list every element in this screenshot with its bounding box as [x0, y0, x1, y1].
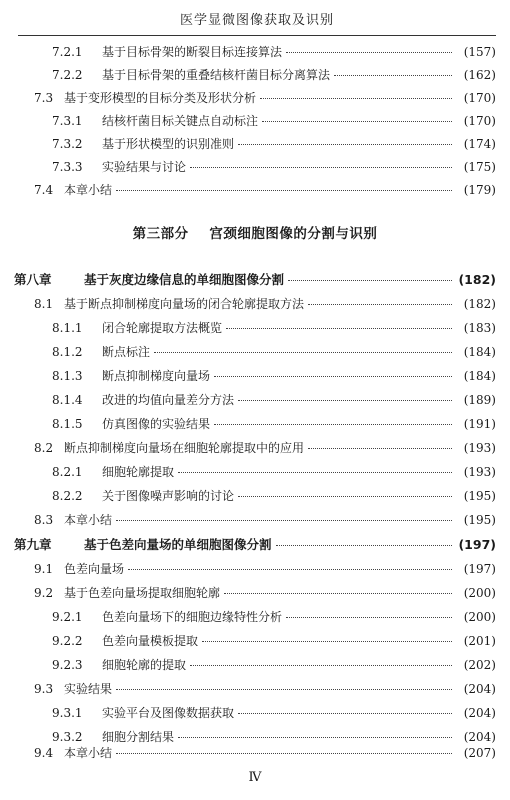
- entry-title: 关于图像噪声影响的讨论: [102, 489, 235, 503]
- dot-leader: [116, 689, 452, 690]
- dot-leader: [238, 400, 452, 401]
- chapter-number: 第九章: [14, 537, 52, 552]
- entry-title: 实验平台及图像数据获取: [102, 706, 235, 720]
- dot-leader: [238, 713, 452, 714]
- dot-leader: [262, 121, 452, 122]
- entry-number: 8.2.1: [52, 465, 83, 479]
- toc-entry-8-1-5[interactable]: [52, 416, 496, 432]
- dot-leader: [288, 280, 452, 281]
- entry-page: (189): [463, 393, 496, 407]
- entry-page: (182): [458, 272, 496, 287]
- dot-leader: [214, 376, 452, 377]
- entry-title: 本章小结: [64, 746, 113, 760]
- entry-number: 7.3.2: [52, 137, 83, 151]
- entry-title: 细胞轮廓提取: [102, 465, 175, 479]
- entry-number: 7.3.1: [52, 114, 83, 128]
- entry-page: (200): [463, 610, 496, 624]
- entry-number: 8.1.3: [52, 369, 83, 383]
- entry-number: 7.2.1: [52, 45, 83, 59]
- chapter-title: 基于灰度边缘信息的单细胞图像分割: [84, 272, 285, 287]
- running-header: 医学显微图像获取及识别: [18, 10, 496, 36]
- entry-title: 断点抑制梯度向量场: [102, 369, 211, 383]
- toc-entry-9-2-3[interactable]: [52, 657, 496, 673]
- entry-title: 色差向量场: [64, 562, 125, 576]
- entry-number: 7.4: [34, 183, 54, 197]
- entry-title: 本章小结: [64, 183, 113, 197]
- entry-title: 断点标注: [102, 345, 151, 359]
- entry-title: 基于目标骨架的重叠结核杆菌目标分离算法: [102, 68, 331, 82]
- toc-entry-7-2-1[interactable]: [52, 44, 496, 60]
- toc-entry-7-3-3[interactable]: [52, 159, 496, 175]
- entry-page: (207): [463, 746, 496, 760]
- dot-leader: [202, 641, 452, 642]
- entry-page: (195): [463, 489, 496, 503]
- toc-entry-9-3-1[interactable]: [52, 705, 496, 721]
- toc-entry-7-3-2[interactable]: [52, 136, 496, 152]
- entry-title: 基于断点抑制梯度向量场的闭合轮廓提取方法: [64, 297, 305, 311]
- entry-number: 8.2: [34, 441, 54, 455]
- dot-leader: [260, 98, 452, 99]
- dot-leader: [190, 167, 452, 168]
- entry-number: 8.2.2: [52, 489, 83, 503]
- entry-title: 本章小结: [64, 513, 113, 527]
- entry-page: (175): [463, 160, 496, 174]
- entry-title: 基于变形模型的目标分类及形状分析: [64, 91, 257, 105]
- part-title-text: 宫颈细胞图像的分割与识别: [209, 226, 378, 242]
- toc-entry-9-2-1[interactable]: [52, 609, 496, 625]
- dot-leader: [276, 545, 452, 546]
- entry-title: 实验结果: [64, 682, 113, 696]
- entry-page: (191): [463, 417, 496, 431]
- toc-entry-8-1[interactable]: [34, 296, 496, 312]
- entry-title: 改进的均值向量差分方法: [102, 393, 235, 407]
- entry-page: (204): [463, 706, 496, 720]
- entry-number: 8.1.1: [52, 321, 83, 335]
- part-heading: [0, 222, 510, 242]
- dot-leader: [334, 75, 452, 76]
- entry-title: 细胞轮廓的提取: [102, 658, 187, 672]
- entry-number: 9.2.1: [52, 610, 83, 624]
- toc-entry-8-1-4[interactable]: [52, 392, 496, 408]
- entry-number: 8.1.2: [52, 345, 83, 359]
- dot-leader: [154, 352, 452, 353]
- toc-entry-9-3[interactable]: [34, 681, 496, 697]
- entry-page: (201): [463, 634, 496, 648]
- entry-number: 7.2.2: [52, 68, 83, 82]
- entry-page: (179): [463, 183, 496, 197]
- dot-leader: [286, 52, 452, 53]
- entry-number: 9.1: [34, 562, 54, 576]
- entry-page: (184): [463, 369, 496, 383]
- entry-page: (202): [463, 658, 496, 672]
- entry-page: (195): [463, 513, 496, 527]
- toc-entry-9-1[interactable]: [34, 561, 496, 577]
- toc-entry-8-2[interactable]: [34, 440, 496, 456]
- entry-page: (182): [463, 297, 496, 311]
- entry-title: 仿真图像的实验结果: [102, 417, 211, 431]
- entry-number: 9.3: [34, 682, 54, 696]
- entry-page: (174): [463, 137, 496, 151]
- dot-leader: [116, 520, 452, 521]
- entry-number: 8.3: [34, 513, 54, 527]
- entry-title: 基于色差向量场提取细胞轮廓: [64, 586, 221, 600]
- entry-title: 基于目标骨架的断裂目标连接算法: [102, 45, 283, 59]
- entry-title: 闭合轮廓提取方法概览: [102, 321, 223, 335]
- entry-page: (204): [463, 730, 496, 744]
- dot-leader: [308, 448, 452, 449]
- entry-page: (157): [463, 45, 496, 59]
- toc-chapter-9[interactable]: [14, 537, 496, 553]
- toc-entry-8-1-2[interactable]: [52, 344, 496, 360]
- dot-leader: [190, 665, 452, 666]
- toc-entry-8-2-2[interactable]: [52, 488, 496, 504]
- entry-page: (184): [463, 345, 496, 359]
- chapter-number: 第八章: [14, 272, 52, 287]
- toc-entry-9-3-2[interactable]: [52, 729, 496, 745]
- part-label: 第三部分: [132, 226, 189, 242]
- entry-page: (200): [463, 586, 496, 600]
- entry-title: 结核杆菌目标关键点自动标注: [102, 114, 259, 128]
- toc-entry-8-3[interactable]: [34, 512, 496, 528]
- entry-number: 9.3.2: [52, 730, 83, 744]
- chapter-title: 基于色差向量场的单细胞图像分割: [84, 537, 272, 552]
- toc-entry-7-3-1[interactable]: [52, 113, 496, 129]
- dot-leader: [178, 472, 452, 473]
- toc-entry-8-2-1[interactable]: [52, 464, 496, 480]
- toc-entry-7-2-2[interactable]: [52, 67, 496, 83]
- entry-title: 实验结果与讨论: [102, 160, 187, 174]
- entry-page: (193): [463, 441, 496, 455]
- entry-title: 色差向量场下的细胞边缘特性分析: [102, 610, 283, 624]
- entry-page: (197): [458, 537, 496, 552]
- dot-leader: [116, 190, 452, 191]
- entry-number: 9.4: [34, 746, 54, 760]
- dot-leader: [238, 496, 452, 497]
- entry-number: 7.3: [34, 91, 54, 105]
- entry-title: 色差向量模板提取: [102, 634, 199, 648]
- toc-entry-8-1-1[interactable]: [52, 320, 496, 336]
- page-number: Ⅳ: [248, 770, 262, 785]
- entry-page: (183): [463, 321, 496, 335]
- entry-page: (197): [463, 562, 496, 576]
- dot-leader: [128, 569, 452, 570]
- dot-leader: [116, 753, 452, 754]
- entry-page: (170): [463, 91, 496, 105]
- dot-leader: [214, 424, 452, 425]
- entry-number: 8.1.4: [52, 393, 83, 407]
- toc-entry-9-2-2[interactable]: [52, 633, 496, 649]
- dot-leader: [178, 737, 452, 738]
- entry-number: 9.2.3: [52, 658, 83, 672]
- entry-title: 断点抑制梯度向量场在细胞轮廓提取中的应用: [64, 441, 305, 455]
- entry-page: (170): [463, 114, 496, 128]
- toc-entry-7-4[interactable]: [34, 182, 496, 198]
- dot-leader: [286, 617, 452, 618]
- dot-leader: [224, 593, 452, 594]
- dot-leader: [308, 304, 452, 305]
- entry-number: 8.1: [34, 297, 54, 311]
- toc-entry-7-3[interactable]: [34, 90, 496, 106]
- toc-entry-9-2[interactable]: [34, 585, 496, 601]
- dot-leader: [226, 328, 452, 329]
- entry-page: (193): [463, 465, 496, 479]
- entry-number: 8.1.5: [52, 417, 83, 431]
- entry-number: 9.2.2: [52, 634, 83, 648]
- toc-entry-8-1-3[interactable]: [52, 368, 496, 384]
- dot-leader: [238, 144, 452, 145]
- entry-number: 7.3.3: [52, 160, 83, 174]
- entry-number: 9.3.1: [52, 706, 83, 720]
- entry-title: 基于形状模型的识别准则: [102, 137, 235, 151]
- toc-chapter-8[interactable]: [14, 272, 496, 288]
- toc-entry-9-4[interactable]: [34, 745, 496, 761]
- entry-page: (162): [463, 68, 496, 82]
- entry-page: (204): [463, 682, 496, 696]
- entry-title: 细胞分割结果: [102, 730, 175, 744]
- entry-number: 9.2: [34, 586, 54, 600]
